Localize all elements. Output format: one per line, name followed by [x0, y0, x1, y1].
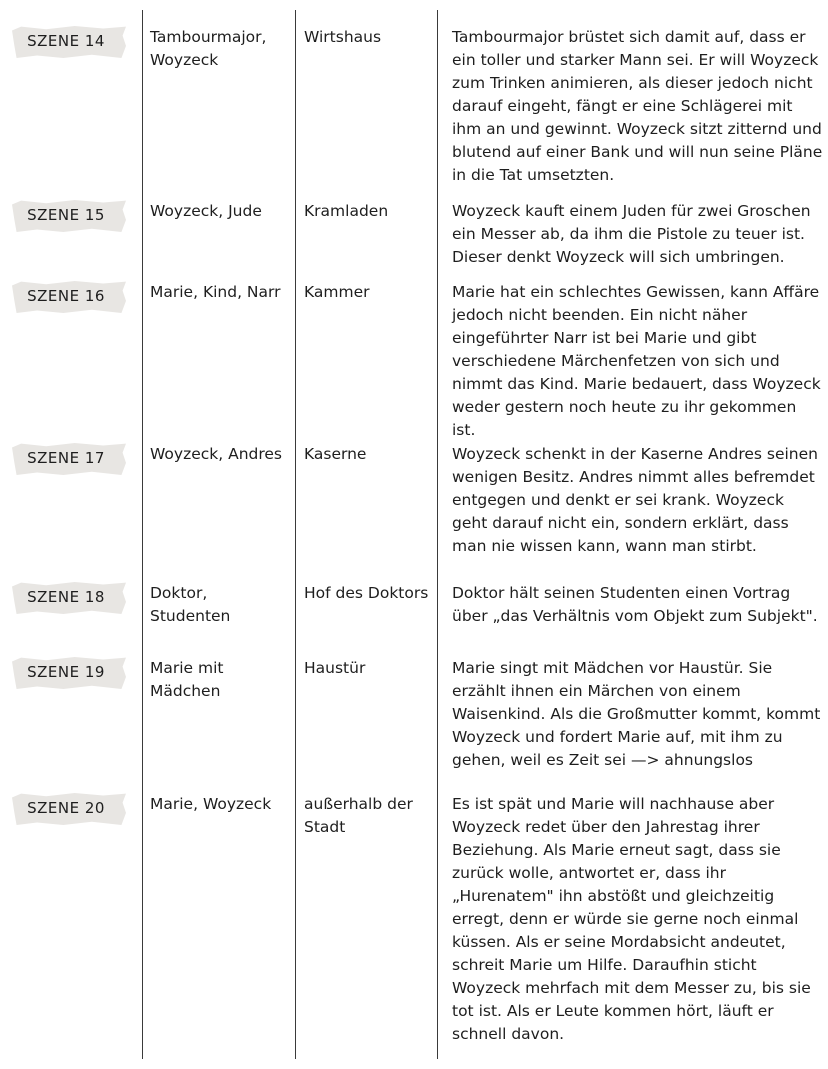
- scene-characters: Woyzeck, Andres: [150, 445, 283, 463]
- scene-characters: Doktor, Studenten: [150, 584, 231, 625]
- scene-place: Kammer: [304, 283, 370, 301]
- scene-place: Kramladen: [304, 202, 389, 220]
- scene-label: SZENE 14: [27, 32, 105, 50]
- scene-summary: Woyzeck kauft einem Juden für zwei Groschen ein Messer ab, da ihm die Pistole zu teuer ist. Dieser denkt Woyzeck will sich umbringen.: [452, 202, 811, 266]
- scene-characters: Tambourmajor, Woyzeck: [150, 28, 267, 69]
- scene-place: Haustür: [304, 659, 366, 677]
- scene-place: Wirtshaus: [304, 28, 382, 46]
- scene-characters: Woyzeck, Jude: [150, 202, 262, 220]
- scene-characters: Marie, Kind, Narr: [150, 283, 281, 301]
- scene-characters: Marie mit Mädchen: [150, 659, 224, 700]
- scene-label: SZENE 17: [27, 449, 105, 467]
- scene-summary: Es ist spät und Marie will nachhause aber Woyzeck redet über den Jahrestag ihrer Beziehung. Als Marie erneut sagt, dass sie zurück wolle, antwortet er, dass ihr „Hurenatem" ihn abstößt und gleichzeitig erregt, denn er würde sie gerne noch einmal küssen. Als er seine Mordabsicht andeutet, schreit Marie um Hilfe. Daraufhin sticht Woyzeck mehrfach mit dem Messer zu, bis sie tot ist. Als er Leute kommen hört, läuft er schnell davon.: [452, 795, 811, 1043]
- scene-summary: Woyzeck schenkt in der Kaserne Andres seinen wenigen Besitz. Andres nimmt alles befremdet entgegen und denkt er sei krank. Woyzeck geht darauf nicht ein, sondern erklärt, dass man nie wissen kann, wann man stirbt.: [452, 445, 818, 555]
- scene-place: Kaserne: [304, 445, 367, 463]
- scene-summary: Marie hat ein schlechtes Gewissen, kann Affäre jedoch nicht beenden. Ein nicht näher eingeführter Narr ist bei Marie und gibt verschiedene Märchenfetzen von sich und nimmt das Kind. Marie bedauert, dass Woyzeck weder gestern noch heute zu ihr gekommen ist.: [452, 283, 821, 439]
- scene-place: außerhalb der Stadt: [304, 795, 413, 836]
- column-divider-2: [295, 10, 296, 1059]
- scene-label: SZENE 16: [27, 287, 105, 305]
- scene-label: SZENE 19: [27, 663, 105, 681]
- scene-place: Hof des Doktors: [304, 584, 429, 602]
- scene-summary: Doktor hält seinen Studenten einen Vortrag über „das Verhältnis vom Objekt zum Subjekt".: [452, 584, 818, 625]
- scene-label: SZENE 15: [27, 206, 105, 224]
- scene-summary: Marie singt mit Mädchen vor Haustür. Sie erzählt ihnen ein Märchen von einem Waisenkind. Als die Großmutter kommt, kommt Woyzeck und fordert Marie auf, mit ihm zu gehen, weil es Zeit sei —> ahnungslos: [452, 659, 821, 769]
- column-divider-3: [437, 10, 438, 1059]
- scene-label: SZENE 20: [27, 799, 105, 817]
- scene-characters: Marie, Woyzeck: [150, 795, 272, 813]
- scene-summary: Tambourmajor brüstet sich damit auf, dass er ein toller und starker Mann sei. Er will Woyzeck zum Trinken animieren, als dieser jedoch nicht darauf eingeht, fängt er eine Schlägerei mit ihm an und gewinnt. Woyzeck sitzt zitternd und blutend auf einer Bank und will nun seine Pläne in die Tat umsetzten.: [452, 28, 823, 184]
- scene-label: SZENE 18: [27, 588, 105, 606]
- column-divider-1: [142, 10, 143, 1059]
